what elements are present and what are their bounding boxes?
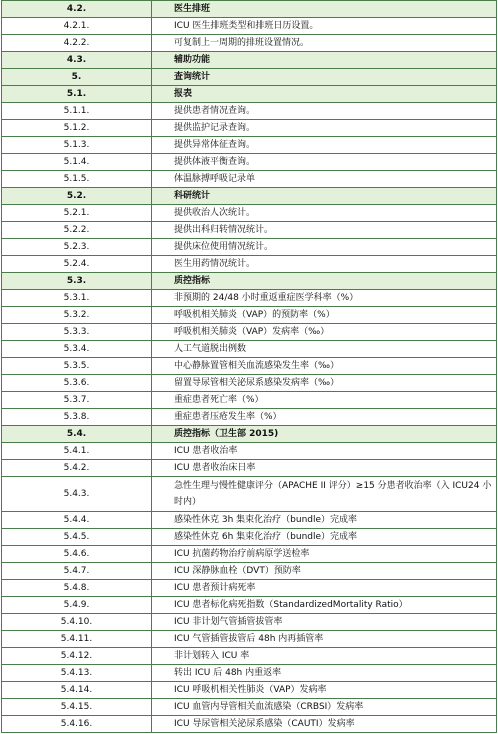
row-description-cell: 重症患者死亡率（%）	[152, 392, 497, 409]
row-description-cell: ICU 非计划气管插管拔管率	[152, 614, 497, 631]
row-description-cell: ICU 气管插管拔管后 48h 内再插管率	[152, 631, 497, 648]
row-description-cell: 可复制上一周期的排班设置情况。	[152, 35, 497, 52]
row-description-cell: 提供异常体征查询。	[152, 137, 497, 154]
row-description-cell: ICU 抗菌药物治疗前病原学送检率	[152, 546, 497, 563]
table-row	[2, 716, 497, 733]
table-row	[2, 597, 497, 614]
row-description-cell: 医生用药情况统计。	[152, 256, 497, 273]
row-description-cell: ICU 深静脉血栓（DVT）预防率	[152, 563, 497, 580]
row-number-cell: 5.3.1.	[2, 290, 152, 307]
table-row	[2, 665, 497, 682]
table-row	[2, 35, 497, 52]
table-row	[2, 171, 497, 188]
table-row	[2, 137, 497, 154]
row-description-cell: ICU 呼吸机相关性肺炎（VAP）发病率	[152, 682, 497, 699]
row-number-cell: 5.1.2.	[2, 120, 152, 137]
table-row	[2, 154, 497, 171]
section-header-row	[2, 273, 497, 290]
row-description-cell: 呼吸机相关肺炎（VAP）发病率（‰）	[152, 324, 497, 341]
row-number-cell: 5.2.4.	[2, 256, 152, 273]
table-row	[2, 580, 497, 597]
row-description-cell: ICU 患者预计病死率	[152, 580, 497, 597]
requirements-table	[1, 0, 497, 733]
row-description-cell: 辅助功能	[152, 52, 497, 69]
row-number-cell: 5.1.4.	[2, 154, 152, 171]
row-number-cell: 5.4.1.	[2, 443, 152, 460]
table-row	[2, 290, 497, 307]
row-description-cell: 人工气道脱出例数	[152, 341, 497, 358]
row-description-cell: 提供监护记录查询。	[152, 120, 497, 137]
row-description-cell: ICU 患者收治床日率	[152, 460, 497, 477]
row-description-cell: 留置导尿管相关泌尿系感染发病率（‰）	[152, 375, 497, 392]
row-number-cell: 5.4.13.	[2, 665, 152, 682]
row-number-cell: 5.4.10.	[2, 614, 152, 631]
table-row	[2, 205, 497, 222]
section-header-row	[2, 426, 497, 443]
row-number-cell: 5.3.2.	[2, 307, 152, 324]
table-row	[2, 307, 497, 324]
row-description-cell: 体温脉搏呼吸记录单	[152, 171, 497, 188]
row-description-cell: 质控指标（卫生部 2015)	[152, 426, 497, 443]
row-number-cell: 5.4.5.	[2, 529, 152, 546]
row-number-cell: 5.2.2.	[2, 222, 152, 239]
row-description-cell: ICU 医生排班类型和排班日历设置。	[152, 18, 497, 35]
table-row	[2, 222, 497, 239]
table-row	[2, 103, 497, 120]
row-description-cell: 转出 ICU 后 48h 内重返率	[152, 665, 497, 682]
row-description-cell: 提供收治人次统计。	[152, 205, 497, 222]
row-number-cell: 5.2.3.	[2, 239, 152, 256]
row-description-cell: 提供患者情况查询。	[152, 103, 497, 120]
table-row	[2, 392, 497, 409]
row-description-cell: 提供床位使用情况统计。	[152, 239, 497, 256]
row-number-cell: 5.4.3.	[2, 477, 152, 512]
table-row	[2, 409, 497, 426]
row-number-cell: 5.3.4.	[2, 341, 152, 358]
row-number-cell: 5.2.	[2, 188, 152, 205]
row-description-cell: 感染性休克 3h 集束化治疗（bundle）完成率	[152, 512, 497, 529]
row-number-cell: 5.3.8.	[2, 409, 152, 426]
row-number-cell: 4.2.1.	[2, 18, 152, 35]
table-row	[2, 682, 497, 699]
table-row	[2, 546, 497, 563]
table-row	[2, 443, 497, 460]
section-header-row	[2, 188, 497, 205]
row-number-cell: 5.1.1.	[2, 103, 152, 120]
row-number-cell: 5.4.6.	[2, 546, 152, 563]
row-number-cell: 5.1.5.	[2, 171, 152, 188]
row-description-cell: 报表	[152, 86, 497, 103]
table-row	[2, 477, 497, 512]
row-number-cell: 5.3.7.	[2, 392, 152, 409]
row-description-cell: 重症患者压疮发生率（%）	[152, 409, 497, 426]
section-header-row	[2, 86, 497, 103]
row-number-cell: 5.3.	[2, 273, 152, 290]
table-row	[2, 375, 497, 392]
row-description-cell: ICU 患者标化病死指数（StandardizedMortality Ratio）	[152, 597, 497, 614]
row-number-cell: 5.4.15.	[2, 699, 152, 716]
row-description-cell: ICU 患者收治率	[152, 443, 497, 460]
row-number-cell: 5.1.3.	[2, 137, 152, 154]
table-row	[2, 631, 497, 648]
row-number-cell: 5.4.11.	[2, 631, 152, 648]
row-description-cell: 提供体液平衡查询。	[152, 154, 497, 171]
row-number-cell: 4.3.	[2, 52, 152, 69]
table-row	[2, 529, 497, 546]
section-header-row	[2, 52, 497, 69]
row-number-cell: 5.4.4.	[2, 512, 152, 529]
row-number-cell: 5.2.1.	[2, 205, 152, 222]
table-row	[2, 239, 497, 256]
row-description-cell: 呼吸机相关肺炎（VAP）的预防率（%）	[152, 307, 497, 324]
row-description-cell: ICU 导尿管相关泌尿系感染（CAUTI）发病率	[152, 716, 497, 733]
row-number-cell: 5.4.9.	[2, 597, 152, 614]
row-description-cell: 查询统计	[152, 69, 497, 86]
row-number-cell: 4.2.	[2, 1, 152, 18]
table-row	[2, 648, 497, 665]
section-header-row	[2, 1, 497, 18]
table-row	[2, 358, 497, 375]
table-row	[2, 512, 497, 529]
row-number-cell: 5.3.5.	[2, 358, 152, 375]
row-description-cell: ICU 血管内导管相关血流感染（CRBSI）发病率	[152, 699, 497, 716]
row-number-cell: 5.1.	[2, 86, 152, 103]
row-description-cell: 急性生理与慢性健康评分（APACHE II 评分）≥15 分患者收治率（入 ICU24 小时内）	[152, 477, 497, 512]
row-number-cell: 5.4.7.	[2, 563, 152, 580]
table-row	[2, 324, 497, 341]
row-number-cell: 5.4.2.	[2, 460, 152, 477]
row-number-cell: 4.2.2.	[2, 35, 152, 52]
table-row	[2, 614, 497, 631]
row-number-cell: 5.4.	[2, 426, 152, 443]
table-row	[2, 563, 497, 580]
row-number-cell: 5.4.8.	[2, 580, 152, 597]
table-row	[2, 256, 497, 273]
row-description-cell: 非预期的 24/48 小时重返重症医学科率（%）	[152, 290, 497, 307]
row-number-cell: 5.	[2, 69, 152, 86]
row-description-cell: 提供出科归转情况统计。	[152, 222, 497, 239]
table-row	[2, 699, 497, 716]
row-description-cell: 医生排班	[152, 1, 497, 18]
table-row	[2, 120, 497, 137]
row-description-cell: 非计划转入 ICU 率	[152, 648, 497, 665]
section-header-row	[2, 69, 497, 86]
row-number-cell: 5.4.16.	[2, 716, 152, 733]
requirements-table-body	[2, 1, 497, 733]
row-description-cell: 中心静脉置管相关血流感染发生率（‰）	[152, 358, 497, 375]
table-row	[2, 18, 497, 35]
row-number-cell: 5.3.3.	[2, 324, 152, 341]
table-row	[2, 341, 497, 358]
row-description-cell: 质控指标	[152, 273, 497, 290]
row-number-cell: 5.4.14.	[2, 682, 152, 699]
row-number-cell: 5.3.6.	[2, 375, 152, 392]
table-row	[2, 460, 497, 477]
row-description-cell: 科研统计	[152, 188, 497, 205]
row-description-cell: 感染性休克 6h 集束化治疗（bundle）完成率	[152, 529, 497, 546]
row-number-cell: 5.4.12.	[2, 648, 152, 665]
